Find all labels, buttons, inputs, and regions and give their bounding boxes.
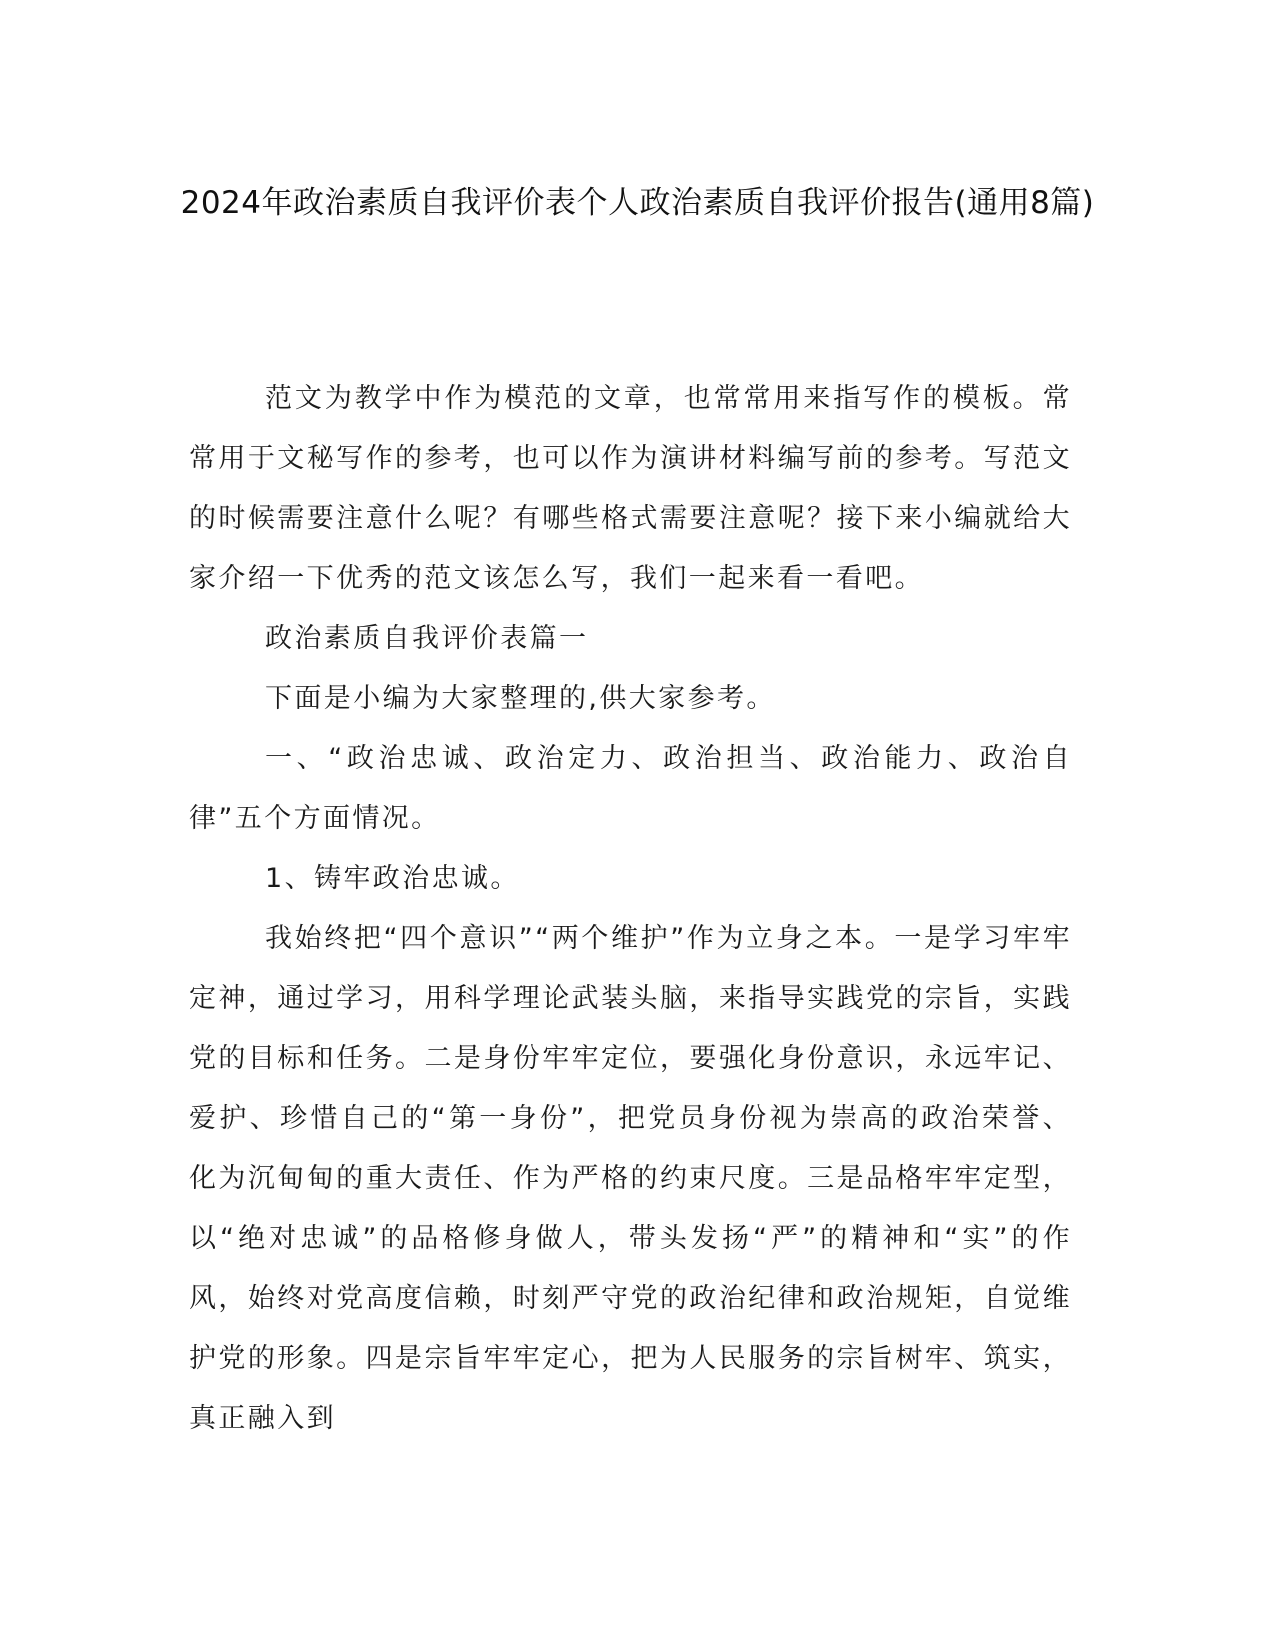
paragraph-subheading: 1、铸牢政治忠诚。 bbox=[265, 863, 520, 894]
paragraph-intro: 范文为教学中作为模范的文章，也常常用来指写作的模板。常常用于文秘写作的参考，也可以作为演讲材料编写前的参考。写范文的时候需要注意什么呢？有哪些格式需要注意呢？接下来小编就给大家介绍一下优秀的范文该怎么写，我们一起来看一看吧。 bbox=[189, 383, 1072, 594]
paragraph-note: 下面是小编为大家整理的,供大家参考。 bbox=[265, 683, 776, 714]
document-body bbox=[189, 369, 1072, 1449]
document-title: 2024年政治素质自我评价表个人政治素质自我评价报告(通用8篇) bbox=[180, 185, 1095, 221]
paragraph-item-heading: 一、“政治忠诚、政治定力、政治担当、政治能力、政治自律”五个方面情况。 bbox=[189, 743, 1072, 834]
paragraph-body: 我始终把“四个意识”“两个维护”作为立身之本。一是学习牢牢定神，通过学习，用科学理论武装头脑，来指导实践党的宗旨，实践党的目标和任务。二是身份牢牢定位，要强化身份意识，永远牢记、爱护、珍惜自己的“第一身份”，把党员身份视为崇高的政治荣誉、化为沉甸甸的重大责任、作为严格的约束尺度。三是品格牢牢定型，以“绝对忠诚”的品格修身做人，带头发扬“严”的精神和“实”的作风，始终对党高度信赖，时刻严守党的政治纪律和政治规矩，自觉维护党的形象。四是宗旨牢牢定心，把为人民服务的宗旨树牢、筑实，真正融入到 bbox=[189, 923, 1072, 1434]
section-heading: 政治素质自我评价表篇一 bbox=[265, 623, 589, 654]
